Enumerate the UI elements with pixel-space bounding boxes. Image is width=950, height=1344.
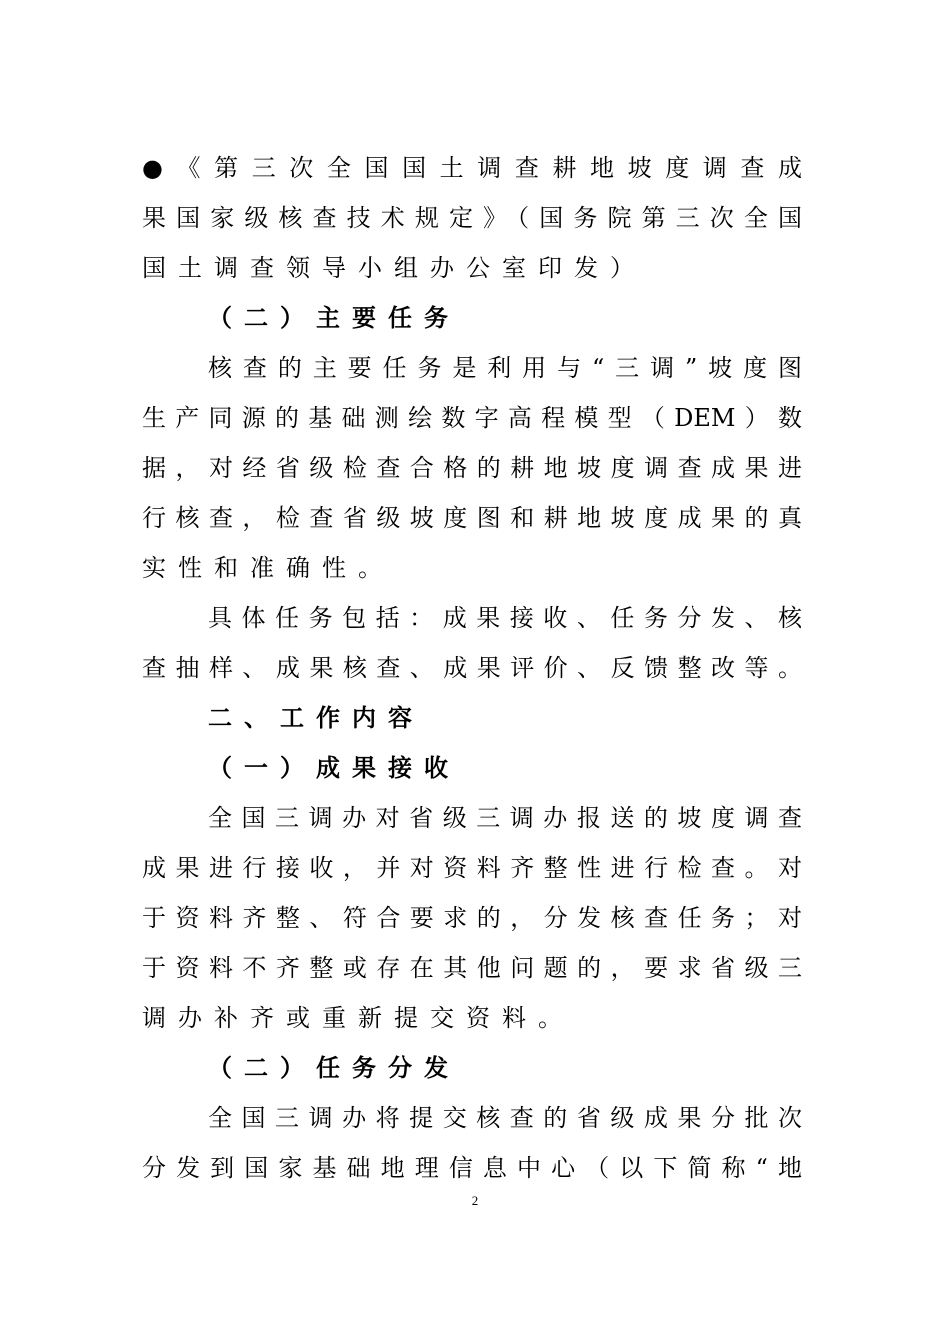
result-receipt-paragraph-line-1: 全国三调办对省级三调办报送的坡度调查 — [208, 804, 802, 832]
result-receipt-paragraph-line-2: 成果进行接收，并对资料齐整性进行检查。对 — [142, 854, 802, 882]
result-receipt-paragraph-line-3: 于资料齐整、符合要求的，分发核查任务；对 — [142, 904, 802, 932]
main-tasks-paragraph-line-2: 生产同源的基础测绘数字高程模型（DEM）数 — [142, 404, 802, 432]
bullet-reference-line-1: ●《第三次全国国土调查耕地坡度调查成 — [142, 154, 802, 182]
main-tasks-paragraph-line-5: 实性和准确性。 — [142, 554, 394, 582]
section-heading-main-tasks: （二）主要任务 — [208, 303, 460, 332]
task-distribution-paragraph-line-2: 分发到国家基础地理信息中心（以下简称“地 — [142, 1154, 802, 1182]
page-number: 2 — [471, 1193, 479, 1208]
main-tasks-paragraph-line-4: 行核查，检查省级坡度图和耕地坡度成果的真 — [142, 504, 802, 532]
main-tasks-paragraph-line-1: 核查的主要任务是利用与“三调”坡度图 — [208, 354, 802, 382]
section-heading-result-receipt: （一）成果接收 — [208, 753, 460, 782]
result-receipt-paragraph-line-5: 调办补齐或重新提交资料。 — [142, 1004, 574, 1032]
section-heading-work-content: 二、工作内容 — [208, 704, 424, 732]
specific-tasks-line-1: 具体任务包括：成果接收、任务分发、核 — [208, 604, 802, 632]
task-distribution-paragraph-line-1: 全国三调办将提交核查的省级成果分批次 — [208, 1104, 802, 1132]
main-tasks-paragraph-line-3: 据，对经省级检查合格的耕地坡度调查成果进 — [142, 454, 802, 482]
bullet-reference-line-3: 国土调查领导小组办公室印发） — [142, 254, 646, 282]
result-receipt-paragraph-line-4: 于资料不齐整或存在其他问题的，要求省级三 — [142, 954, 802, 982]
specific-tasks-line-2: 查抽样、成果核查、成果评价、反馈整改等。 — [142, 654, 802, 682]
bullet-reference-line-2: 果国家级核查技术规定》（国务院第三次全国 — [142, 204, 802, 232]
section-heading-task-distribution: （二）任务分发 — [208, 1053, 460, 1082]
